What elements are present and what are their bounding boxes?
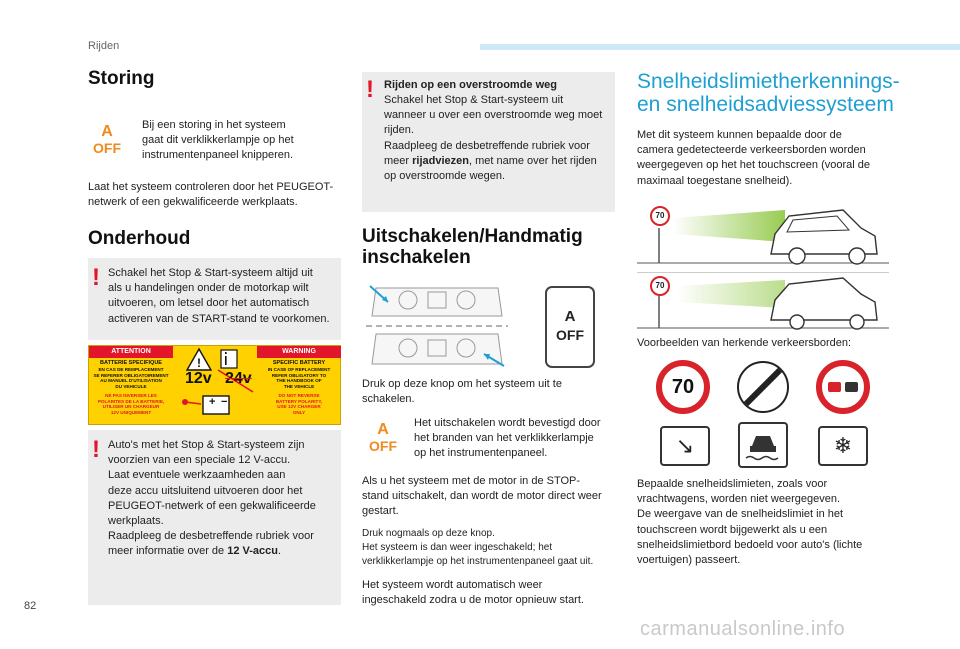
stop-start-off-icon xyxy=(90,124,124,155)
flooded-body xyxy=(384,93,612,184)
warning-exclamation-icon: ! xyxy=(92,436,100,463)
onderhoud-heading: Onderhoud xyxy=(88,228,191,249)
illus-speed-sign-2: 70 xyxy=(650,276,670,296)
label-en-text: IN CASE OF REPLACEMENT REFER OBLIGATORY TO THE HANDBOOK OF THE VEHICLE xyxy=(267,366,331,390)
switch-p3: Druk nogmaals op deze knop. Het systeem is dan weer ingeschakeld; het verklikkerlampje op het instrumentenpaneel gaat uit. xyxy=(362,528,594,567)
warning-battery-text xyxy=(108,438,338,559)
flooded-body-bold: rijadviezen xyxy=(412,154,469,167)
label-en-red: DO NOT REVERSE BATTERY POLARITY, USE 12V CHARGER ONLY xyxy=(275,392,323,416)
storing-heading: Storing xyxy=(88,68,155,89)
switch-p2: Als u het systeem met de motor in de STOP- stand uitschakelt, dan wordt de motor direct weer gestart. xyxy=(362,475,602,518)
speed-intro: Met dit systeem kunnen bepaalde door de camera gedetecteerde verkeersborden worden weergegeven op het het touchscreen (vooral de maximaal toegestane snelheid). xyxy=(637,129,870,187)
button-word-off: OFF xyxy=(556,327,584,343)
speed-illustration-2 xyxy=(637,272,889,332)
end-of-restrictions-sign-icon xyxy=(736,360,790,414)
label-12v: 12v xyxy=(185,370,212,387)
warning-battery-bold: 12 V-accu xyxy=(227,545,278,558)
illus-speed-sign-1: 70 xyxy=(650,206,670,226)
speed-heading: Snelheidslimietherkennings- en snelheidsadviessysteem xyxy=(637,70,900,117)
warning-battery-end: . xyxy=(277,545,282,558)
label-fr-red: NE PAS INVERSER LES POLARITES DE LA BATTERIE, UTILISER UN CHARGEUR 12V UNIQUEMENT xyxy=(97,392,165,416)
label-minus: − xyxy=(221,396,228,408)
stop-start-off-icon xyxy=(366,422,400,453)
snow-panel-icon: ❄ xyxy=(818,426,868,466)
header-bar xyxy=(480,44,960,50)
indicator-letter-a: A xyxy=(377,421,389,438)
label-fr-column xyxy=(91,360,171,416)
label-fr-title: BATTERIE SPECIFIQUE xyxy=(100,360,162,366)
exit-arrow-panel-icon: ↘ xyxy=(660,426,710,466)
flooded-title: Rijden op een overstroomde weg xyxy=(384,79,557,91)
dashboard-illustration xyxy=(362,282,512,370)
label-warning: WARNING xyxy=(257,346,341,358)
storing-body: Laat het systeem controleren door het PEUGEOT- netwerk of een gekwalificeerde werkplaats. xyxy=(88,181,334,209)
watermark: carmanualsonline.info xyxy=(640,618,846,640)
warning-battery-text-main: Auto's met het Stop & Start-systeem zijn voorzien van een speciale 12 V-accu. Laat eventuele werkzaamheden aan deze accu uitsluitend uitvoeren door het PEUGEOT-netwerk of een gekwalificeerde werkplaats. Raadpleeg de desbetreffende rubriek voor meer informatie over de xyxy=(108,439,316,558)
page-number: 82 xyxy=(24,600,37,612)
switch-icon-text: Het uitschakelen wordt bevestigd door het branden van het verklikkerlampje op het instrumentenpaneel. xyxy=(414,417,601,460)
button-letter-a: A xyxy=(564,308,576,325)
wet-road-panel-icon xyxy=(738,422,788,468)
no-overtaking-sign-icon xyxy=(816,360,870,414)
speed-outro: Bepaalde snelheidslimieten, zoals voor vrachtwagens, worden niet weergegeven. De weergave van de snelheidslimiet in het touchscreen wordt bijgewerkt als u een snelheidslimietbord bedoeld voor auto's (lichte voertuigen) passeert. xyxy=(637,478,863,566)
speed-examples-label: Voorbeelden van herkende verkeersborden: xyxy=(637,337,852,349)
label-en-column xyxy=(259,360,339,416)
indicator-letter-a: A xyxy=(101,123,113,140)
label-plus: + xyxy=(209,396,216,408)
switch-p4: Het systeem wordt automatisch weer ingeschakeld zodra u de motor opnieuw start. xyxy=(362,579,584,607)
speed-limit-sign-icon xyxy=(656,360,710,414)
warning-box-flooded xyxy=(362,72,615,212)
switch-p1: Druk op deze knop om het systeem uit te schakelen. xyxy=(362,378,562,406)
battery-warning-label xyxy=(88,345,341,425)
indicator-word-off: OFF xyxy=(93,140,121,156)
header-section-title: Rijden xyxy=(88,40,120,52)
warning-engine-text: Schakel het Stop & Start-systeem altijd uit als u handelingen onder de motorkap wilt uitvoeren, om letsel door het automatisch activeren van de START-stand te voorkomen. xyxy=(108,267,330,325)
label-attention: ATTENTION xyxy=(89,346,173,358)
label-fr-text: EN CAS DE REMPLACEMENT SE REFERER OBLIGATOIREMENT AU MANUEL D'UTILISATION DU VEHICULE xyxy=(93,366,169,390)
label-en-title: SPECIFIC BATTERY xyxy=(272,360,326,366)
warning-box-battery xyxy=(88,430,341,605)
flooded-body-main: Schakel het Stop & Start-systeem uit wanneer u over een overstroomde weg moet rijden. Raadpleeg de desbetreffende rubriek voor meer xyxy=(384,94,603,167)
label-24v: 24v xyxy=(225,370,252,387)
speed-limit-sign-value: 70 xyxy=(671,376,695,398)
svg-text:!: ! xyxy=(197,356,201,370)
flooded-body-end: , met name over het rijden op overstroomde wegen. xyxy=(384,154,597,182)
warning-box-engine xyxy=(88,258,341,340)
storing-icon-text: Bij een storing in het systeem gaat dit verklikkerlampje op het instrumentenpaneel knipperen. xyxy=(142,119,294,162)
indicator-word-off: OFF xyxy=(369,438,397,454)
switch-heading: Uitschakelen/Handmatig inschakelen xyxy=(362,226,583,269)
speed-illustration-1 xyxy=(637,200,889,270)
warning-exclamation-icon: ! xyxy=(92,264,100,291)
stop-start-off-button[interactable] xyxy=(545,286,595,368)
warning-exclamation-icon: ! xyxy=(366,76,374,103)
